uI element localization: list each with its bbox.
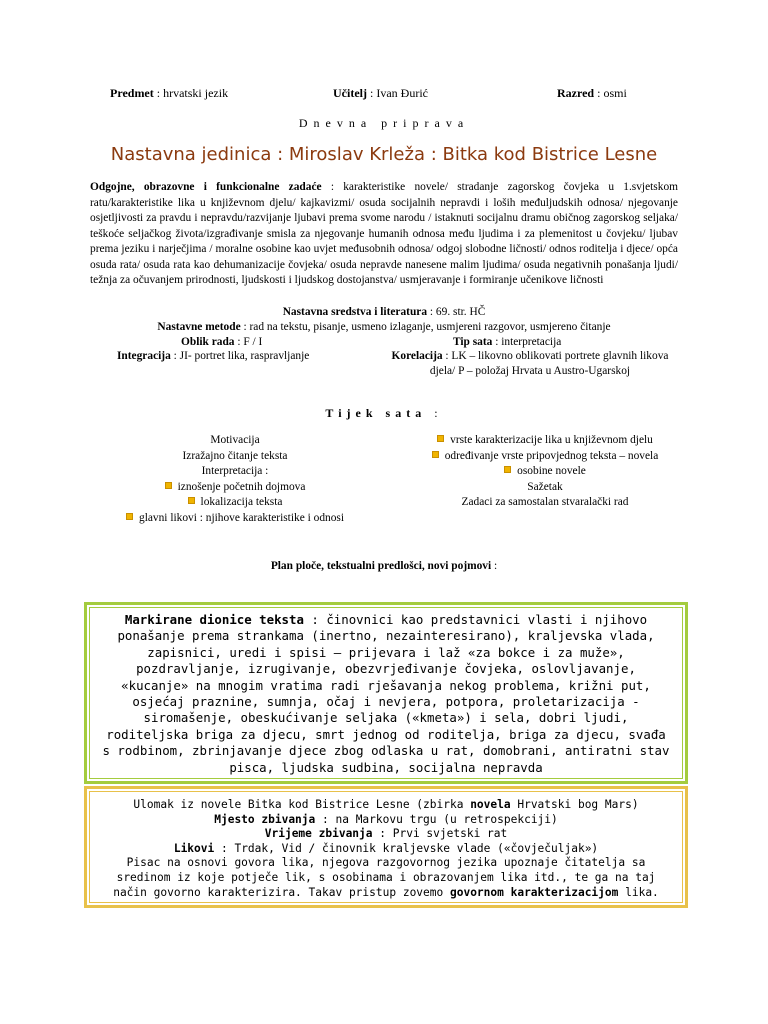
ucitelj-sep: : — [366, 86, 377, 100]
mjesto-value: : na Markovu trgu (u retrospekciji) — [315, 812, 558, 826]
likovi-value: : Trdak, Vid / činovnik kraljevske vlade («čovječuljak») — [214, 841, 599, 855]
ucitelj-label: Učitelj — [333, 86, 367, 100]
list-item: Zadaci za samostalan stvaralački rad — [461, 496, 629, 508]
list-item — [120, 495, 350, 511]
ucitelj-field — [333, 86, 428, 101]
tip-label: Tip sata — [453, 336, 493, 348]
predmet-field — [110, 86, 228, 101]
vrijeme-value: : Prvi svjetski rat — [372, 827, 508, 841]
tip-value: : interpretacija — [492, 336, 562, 348]
list-item-text: osobine novele — [517, 465, 586, 477]
likovi-label: Likovi — [173, 841, 215, 855]
plan-label: Plan ploče, tekstualni predlošci, novi pojmovi — [270, 560, 492, 572]
list-item-text: glavni likovi : njihove karakteristike i odnosi — [139, 511, 344, 524]
sredstva-line — [0, 305, 768, 320]
list-item: Interpretacija : — [201, 465, 269, 477]
tijek-left-column — [120, 433, 350, 526]
vrijeme-label: Vrijeme zbivanja — [264, 827, 373, 841]
metode-line — [0, 320, 768, 335]
metode-value: : rad na tekstu, pisanje, usmeno izlaganje, usmjereni razgovor, usmjereno čitanje — [240, 321, 611, 333]
tip-sata-line — [453, 335, 561, 350]
razred-sep: : — [594, 86, 604, 100]
korelacija-label: Korelacija — [391, 350, 443, 362]
ulomak-content — [89, 791, 683, 903]
markirane-dionice-content — [89, 607, 683, 779]
mjesto-label: Mjesto zbivanja — [214, 812, 316, 826]
list-item — [420, 433, 670, 449]
metode-label: Nastavne metode — [157, 321, 241, 333]
integracija-value: : JI- portret lika, raspravljanje — [170, 350, 310, 362]
ulomak-box — [84, 786, 688, 908]
plan-ploce-heading — [0, 560, 768, 572]
oblik-value: : F / I — [234, 336, 263, 348]
box1-text: : činovnici kao predstavnici vlasti i njihovo ponašanje prema strankama (inertno, nezainteresirano), kraljevska vlada, zapisnici, uredi i spisi – prijevara i laž «za bokce i za muže», pozdravljanje, izrugivanje, obezvrjeđivanje čovjeka, oslovljavanje, «kucanje» na mnogim vratima radi rješavanja nekog problema, križni put, osjećaj praznine, sumnja, očaj i nevjera, potpora, proletarizacija - siromašenje, obeskućivanje seljaka («kmeta») i sela, dobri ljudi, roditeljska briga za djecu, smrt jednog od roditelja, briga za djecu, svađa s rodbinom, zbrinjavanje djece zbog odlaska u rat, domobrani, antiratni stav pisca, ljudska sudbina, socijalna nepravda — [102, 612, 670, 775]
header-row — [0, 86, 768, 102]
korelacija-line — [380, 349, 680, 379]
square-bullet-icon — [188, 497, 195, 504]
markirane-dionice-box — [84, 602, 688, 784]
ciljevi-text: : karakteristike novele/ stradanje zagorskog čovjeka u 1.svjetskom ratu/karakteristike lika u književnom djelu/ kajkavizmi/ osuda socijalnih nepravdi i loših međuljudskih odnosa/ njegovanje osjetljivosti za pravdu i nepravdu/razvijanje ljubavi prema svome narodu / istaknuti socijalnu dramu običnog zagorskog seljaka/ teškoće seljačkog života/izgrađivanje smisla za njegovanje humanih odnosa među ljudima i za plemenitost u čovjeku/ ljubav prema jeziku i narječjima / moralne osobine kao uvjet međusobnih odnosa/ odgoj slobodne ličnosti/ odnos roditelja i djece/ opća osuda rata/ osuda rata kao dehumanizacije čovjeka/ osuda nepravde nanesene malim ljudima/ osuda negativnih ponašanja ljudi/ težnja za očuvanjem prirodnosti, ljudskosti i ljudskog dostojanstva/ usmjeravanje i formiranje učenikove ličnosti — [90, 181, 678, 286]
sredstva-label: Nastavna sredstva i literatura — [282, 306, 428, 318]
para-bold: govornom karakterizacijom — [449, 885, 619, 899]
ciljevi-label: Odgojne, obrazovne i funkcionalne zadaće — [90, 181, 322, 193]
square-bullet-icon — [437, 435, 444, 442]
mjesto-line — [100, 813, 672, 828]
razred-field — [557, 86, 627, 101]
korelacija-value: : LK – likovno oblikovati portrete glavnih likova djela/ P – položaj Hrvata u Austro-Ugarskoj — [429, 350, 669, 377]
square-bullet-icon — [165, 482, 172, 489]
square-bullet-icon — [126, 513, 133, 520]
para-text-end: lika. — [618, 885, 659, 899]
sredstva-value: : 69. str. HČ — [427, 306, 486, 318]
list-item — [420, 464, 670, 480]
ucitelj-value: Ivan Đurić — [376, 86, 428, 100]
oblik-label: Oblik rada — [181, 336, 235, 348]
list-item — [420, 449, 670, 465]
list-item: Motivacija — [210, 434, 260, 446]
list-item-text: određivanje vrste pripovjednog teksta – novela — [444, 449, 659, 462]
list-item-text: iznošenje početnih dojmova — [177, 480, 306, 493]
ulomak-line — [100, 798, 672, 813]
tijek-sata-heading — [0, 406, 768, 421]
oblik-rada-line — [181, 335, 262, 350]
list-item-text: lokalizacija teksta — [200, 496, 283, 508]
nastavna-jedinica-title: Nastavna jedinica : Miroslav Krleža : Bitka kod Bistrice Lesne — [110, 144, 658, 165]
vrijeme-line — [100, 827, 672, 842]
predmet-label: Predmet — [110, 86, 154, 100]
tijek-label: Tijek sata — [325, 406, 427, 420]
dnevna-priprava-heading: Dnevna priprava — [298, 116, 470, 130]
square-bullet-icon — [432, 451, 439, 458]
razred-label: Razred — [557, 86, 595, 100]
likovi-line — [100, 842, 672, 857]
razred-value: osmi — [603, 86, 627, 100]
plan-colon: : — [491, 560, 498, 572]
ciljevi-paragraph — [90, 180, 678, 289]
list-item — [120, 480, 350, 496]
list-item-text: vrste karakterizacije lika u književnom djelu — [450, 434, 653, 446]
tijek-colon: : — [426, 406, 443, 420]
tijek-right-column — [420, 433, 670, 511]
predmet-sep: : — [153, 86, 164, 100]
predmet-value: hrvatski jezik — [163, 86, 229, 100]
karakterizacija-paragraph — [100, 856, 672, 900]
integracija-line — [117, 349, 309, 364]
ulomak-text: Ulomak iz novele Bitka kod Bistrice Lesne (zbirka — [133, 798, 471, 811]
list-item: Izražajno čitanje teksta — [182, 449, 288, 462]
box1-label: Markirane dionice teksta — [124, 612, 304, 627]
list-item: Sažetak — [527, 480, 563, 493]
integracija-label: Integracija — [117, 350, 171, 362]
para-text: Pisac na osnovi govora lika, njegova razgovornog jezika upoznaje čitatelja sa sredinom iz koje potječe lik, s osobinama i obrazovanjem lika itd., te ga na taj način govorno karakterizira. Takav pristup zovemo — [113, 856, 656, 899]
ulomak-text-end: Hrvatski bog Mars) — [510, 798, 639, 811]
square-bullet-icon — [504, 466, 511, 473]
list-item — [120, 511, 350, 527]
ulomak-bold: novela — [470, 798, 511, 811]
